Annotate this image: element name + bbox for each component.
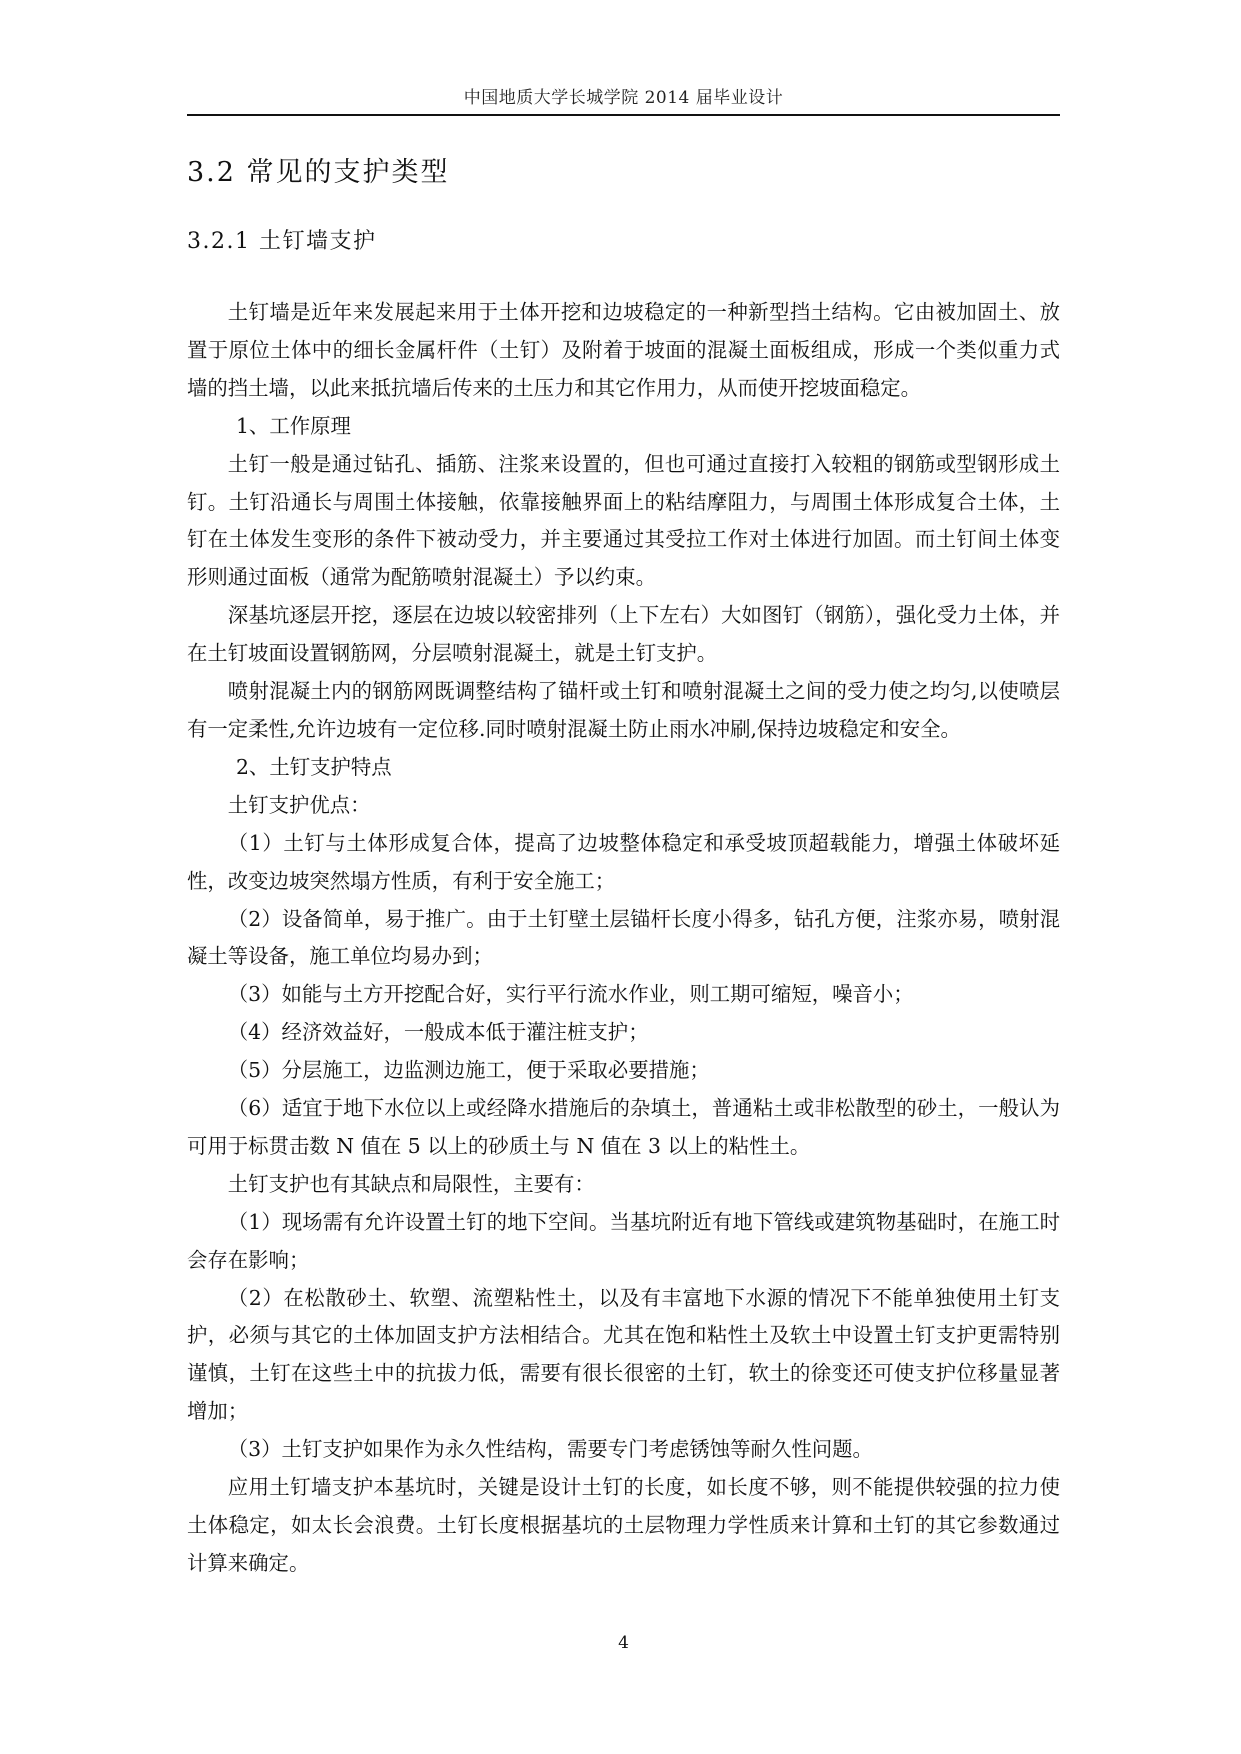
paragraph: 土钉墙是近年来发展起来用于土体开挖和边坡稳定的一种新型挡土结构。它由被加固土、放置于原位土体中的细长金属杆件（土钉）及附着于坡面的混凝土面板组成，形成一个类似重力式墙的挡土墙，以此来抵抗墙后传来的土压力和其它作用力，从而使开挖坡面稳定。 — [187, 300, 1060, 400]
header-divider — [187, 114, 1060, 116]
page-header: 中国地质大学长城学院 2014 届毕业设计 — [463, 88, 784, 108]
paragraph: 应用土钉墙支护本基坑时，关键是设计土钉的长度，如长度不够，则不能提供较强的拉力使土体稳定，如太长会浪费。土钉长度根据基坑的土层物理力学性质来计算和土钉的其它参数通过计算来确定。 — [187, 1475, 1060, 1575]
list-item: （5）分层施工，边监测边施工，便于采取必要措施； — [227, 1058, 710, 1083]
list-item: （1）现场需有允许设置土钉的地下空间。当基坑附近有地下管线或建筑物基础时，在施工时会存在影响； — [187, 1209, 1060, 1272]
list-item: （2）在松散砂土、软塑、流塑粘性土，以及有丰富地下水源的情况下不能单独使用土钉支护，必须与其它的土体加固支护方法相结合。尤其在饱和粘性土及软土中设置土钉支护更需特别谨慎，土钉在这些土中的抗拔力低，需要有很长很密的土钉，软土的徐变还可使支护位移量显著增加； — [187, 1285, 1060, 1424]
list-item: （3）土钉支护如果作为永久性结构，需要专门考虑锈蚀等耐久性问题。 — [227, 1437, 873, 1462]
paragraph: 土钉支护优点： — [227, 792, 371, 817]
list-item: （6）适宜于地下水位以上或经降水措施后的杂填土，普通粘土或非松散型的砂土，一般认为可用于标贯击数 N 值在 5 以上的砂质土与 N 值在 3 以上的粘性土。 — [187, 1096, 1060, 1158]
list-item: （2）设备简单，易于推广。由于土钉壁土层锚杆长度小得多，钻孔方便，注浆亦易，喷射混凝土等设备，施工单位均易办到； — [187, 906, 1060, 969]
list-item: （4）经济效益好，一般成本低于灌注桩支护； — [227, 1020, 649, 1045]
paragraph: 土钉支护也有其缺点和局限性，主要有： — [227, 1171, 595, 1196]
subsection-heading: 3.2.1 土钉墙支护 — [187, 229, 377, 254]
paragraph: 喷射混凝土内的钢筋网既调整结构了锚杆或土钉和喷射混凝土之间的受力使之均匀,以使喷层有一定柔性,允许边坡有一定位移.同时喷射混凝土防止雨水冲刷,保持边坡稳定和安全。 — [187, 679, 1060, 741]
list-item: （3）如能与土方开挖配合好，实行平行流水作业，则工期可缩短，噪音小； — [227, 982, 914, 1007]
numbered-subheading: 1、工作原理 — [235, 413, 351, 438]
page-number: 4 — [618, 1633, 629, 1653]
list-item: （1）土钉与土体形成复合体，提高了边坡整体稳定和承受坡顶超载能力，增强土体破坏延性，改变边坡突然塌方性质，有利于安全施工； — [187, 830, 1060, 893]
paragraph: 土钉一般是通过钻孔、插筋、注浆来设置的，但也可通过直接打入较粗的钢筋或型钢形成土钉。土钉沿通长与周围土体接触，依靠接触界面上的粘结摩阻力，与周围土体形成复合土体，土钉在土体发生变形的条件下被动受力，并主要通过其受拉工作对土体进行加固。而土钉间土体变形则通过面板（通常为配筋喷射混凝土）予以约束。 — [187, 451, 1060, 590]
paragraph: 深基坑逐层开挖，逐层在边坡以较密排列（上下左右）大如图钉（钢筋），强化受力土体，并在土钉坡面设置钢筋网，分层喷射混凝土，就是土钉支护。 — [187, 603, 1060, 666]
numbered-subheading: 2、土钉支护特点 — [235, 754, 392, 779]
section-heading: 3.2 常见的支护类型 — [187, 157, 450, 188]
body-text — [187, 294, 1060, 1583]
